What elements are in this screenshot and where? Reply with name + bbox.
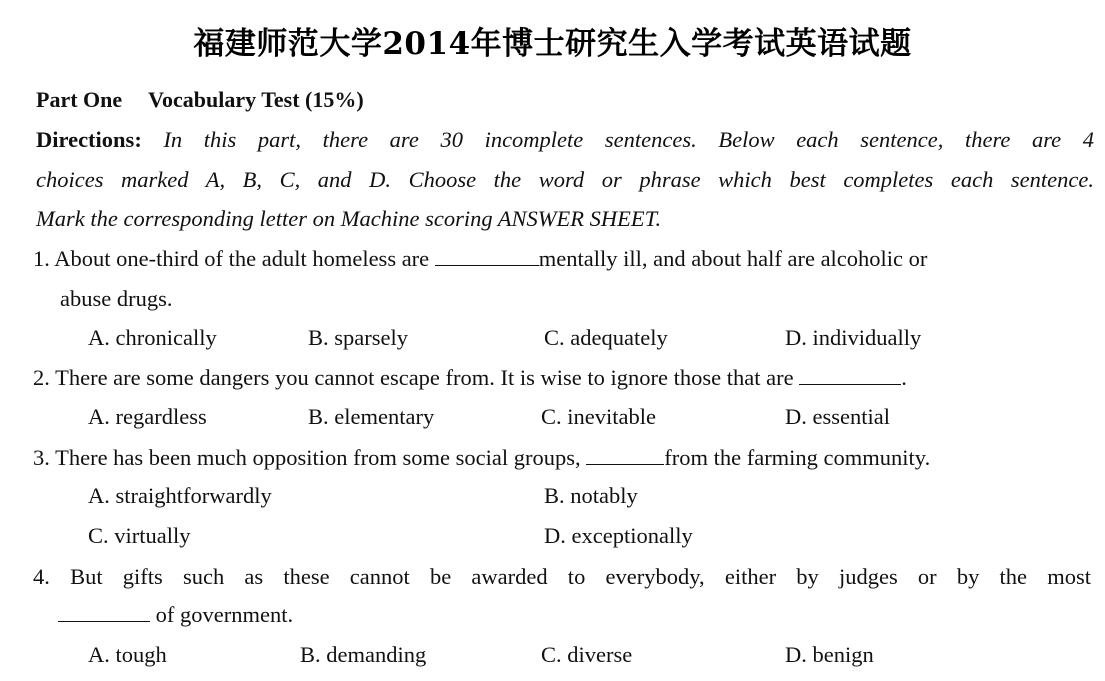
question-1-line-2: abuse drugs. <box>60 286 173 311</box>
directions-text-1: In this part, there are 30 incomplete sentences. Below each sentence, there are 4 <box>163 127 1095 152</box>
option-b: B. notably <box>544 483 638 508</box>
question-3-line-1 <box>33 444 930 472</box>
question-text: mentally ill, and about half are alcoholic or <box>538 246 928 271</box>
answer-blank <box>435 245 539 266</box>
option-d: D. exceptionally <box>544 523 693 548</box>
option-a: A. regardless <box>88 404 207 429</box>
directions-line-1 <box>36 126 1094 154</box>
option-b: B. demanding <box>300 642 427 667</box>
directions-line-2: choices marked A, B, C, and D. Choose the word or phrase which best completes each sentence. <box>36 167 1094 192</box>
option-b: B. sparsely <box>308 325 408 350</box>
directions-label: Directions: <box>36 127 142 152</box>
directions-line-3: Mark the corresponding letter on Machine scoring ANSWER SHEET. <box>36 206 662 231</box>
question-text: . <box>901 365 907 390</box>
question-1-line-1 <box>33 245 927 273</box>
part-heading <box>36 86 364 114</box>
question-text: from the farming community. <box>664 445 931 470</box>
option-a: A. chronically <box>88 325 217 350</box>
question-number: 2. <box>33 365 50 390</box>
option-c: C. inevitable <box>541 404 656 429</box>
question-text: About one-third of the adult homeless are <box>54 246 430 271</box>
question-2-line-1 <box>33 364 907 392</box>
answer-blank <box>586 444 664 465</box>
question-number: 1. <box>33 246 50 271</box>
option-b: B. elementary <box>308 404 435 429</box>
page-title: 福建师范大学2014年博士研究生入学考试英语试题 <box>193 26 912 62</box>
question-4-line-1 <box>33 563 1091 591</box>
question-4-line-2 <box>58 601 293 629</box>
question-text: There has been much opposition from some social groups, <box>55 445 581 470</box>
part-label: Part One <box>36 87 123 112</box>
option-c: C. diverse <box>541 642 633 667</box>
question-text: But gifts such as these cannot be awarded to everybody, either by judges or by the most <box>70 564 1091 589</box>
option-c: C. adequately <box>544 325 668 350</box>
option-a: A. tough <box>88 642 167 667</box>
option-d: D. essential <box>785 404 890 429</box>
answer-blank <box>58 601 150 622</box>
option-a: A. straightforwardly <box>88 483 272 508</box>
option-d: D. individually <box>785 325 922 350</box>
option-c: C. virtually <box>88 523 191 548</box>
answer-blank <box>799 364 901 385</box>
question-text: of government. <box>155 602 294 627</box>
part-name: Vocabulary Test (15%) <box>148 87 364 112</box>
option-d: D. benign <box>785 642 874 667</box>
question-number: 4. <box>33 564 50 589</box>
question-number: 3. <box>33 445 50 470</box>
question-text: There are some dangers you cannot escape from. It is wise to ignore those that are <box>55 365 794 390</box>
